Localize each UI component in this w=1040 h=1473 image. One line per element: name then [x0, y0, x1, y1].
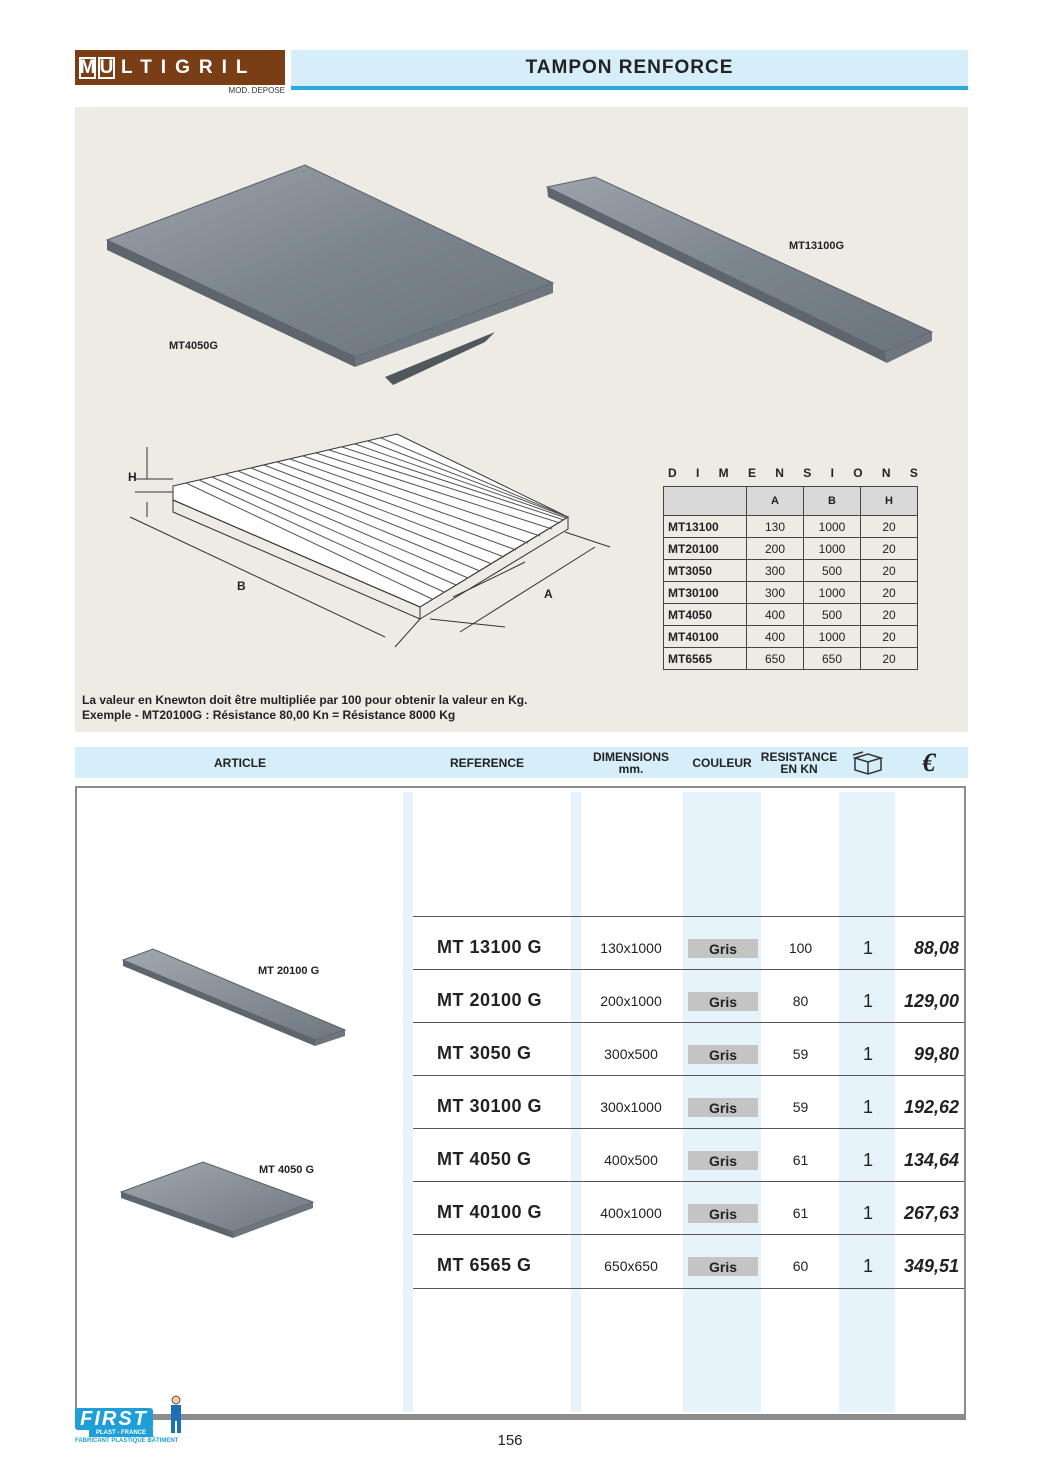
product-row	[413, 1234, 964, 1289]
dimensions-ref: MT13100	[664, 516, 747, 538]
dimensions-h: 20	[861, 626, 918, 648]
product-price: 192,62	[903, 1097, 959, 1117]
dimensions-title-letter: O	[853, 466, 863, 480]
article-images	[115, 940, 355, 1240]
product-price: 267,63	[903, 1203, 959, 1223]
product-quantity: 1	[862, 991, 873, 1011]
dimensions-h: 20	[861, 560, 918, 582]
product-reference: MT 13100 G	[437, 937, 543, 957]
product-resistance: 59	[792, 1046, 809, 1062]
product-resistance: 61	[792, 1152, 809, 1168]
fist-tagline: FABRICANT PLASTIQUE BÂTIMENT	[75, 1438, 179, 1444]
header-couleur: COULEUR	[692, 755, 752, 770]
dimension-drawing	[130, 434, 610, 647]
dimensions-row	[664, 626, 918, 648]
product-reference: MT 4050 G	[437, 1149, 532, 1169]
dimensions-ref: MT20100	[664, 538, 747, 560]
header-resistance-line2: EN KN	[780, 761, 818, 776]
logo-letter-box: M	[79, 56, 96, 78]
product-quantity: 1	[862, 1150, 873, 1170]
header-dimensions-line2: mm.	[618, 761, 644, 776]
dimensions-title-letter: D	[668, 466, 677, 480]
product-color: Gris	[688, 1098, 758, 1117]
dimensions-row	[664, 648, 918, 670]
note-line-2: Exemple - MT20100G : Résistance 80,00 Kn = Résistance 8000 Kg	[82, 708, 456, 722]
article-label-2: MT 4050 G	[259, 1164, 315, 1176]
dimensions-b: 500	[804, 604, 861, 626]
product-dimensions: 400x500	[604, 1152, 658, 1168]
product-dimensions: 400x1000	[600, 1205, 662, 1221]
dimensions-title-letter: M	[718, 466, 729, 480]
column-stripe	[403, 792, 413, 1412]
box-icon	[839, 747, 897, 778]
dimensions-row	[664, 560, 918, 582]
product-color: Gris	[688, 1257, 758, 1276]
brand-logo	[75, 50, 285, 85]
product-price: 88,08	[913, 938, 959, 958]
dimensions-h: 20	[861, 604, 918, 626]
header-article: ARTICLE	[214, 755, 266, 770]
logo-subtitle: MOD. DEPOSE	[228, 86, 285, 95]
product-price: 99,80	[913, 1044, 959, 1064]
long-article-image	[123, 949, 345, 1046]
dimensions-ref: MT30100	[664, 582, 747, 604]
dimensions-title-letter: S	[909, 466, 918, 480]
dimension-h-label: H	[128, 470, 137, 484]
product-price: 349,51	[903, 1256, 959, 1276]
page-title-bar	[291, 50, 968, 90]
dimensions-row	[664, 538, 918, 560]
product-color: Gris	[688, 1204, 758, 1223]
product-color: Gris	[688, 1045, 758, 1064]
header-reference: REFERENCE	[449, 755, 524, 770]
large-plate-image	[107, 165, 553, 385]
product-quantity: 1	[862, 938, 873, 958]
product-dimensions: 650x650	[604, 1258, 658, 1274]
dimensions-h: 20	[861, 582, 918, 604]
dimensions-title-letter: N	[775, 466, 784, 480]
dimensions-a: 200	[747, 538, 804, 560]
product-quantity: 1	[862, 1044, 873, 1064]
conversion-note	[82, 693, 527, 723]
product-table-header	[75, 747, 968, 778]
dimensions-b: 1000	[804, 626, 861, 648]
euro-icon: €	[922, 747, 936, 777]
note-line-1: La valeur en Knewton doit être multipliée par 100 pour obtenir la valeur en Kg.	[82, 693, 528, 707]
product-dimensions: 130x1000	[600, 940, 662, 956]
dimensions-ref: MT3050	[664, 560, 747, 582]
product-resistance: 100	[788, 940, 813, 956]
product-price: 129,00	[903, 991, 959, 1011]
page-number: 156	[497, 1432, 523, 1449]
product-resistance: 80	[792, 993, 809, 1009]
dimensions-a: 650	[747, 648, 804, 670]
dimensions-row	[664, 604, 918, 626]
dimensions-table	[663, 486, 918, 670]
dimensions-a: 400	[747, 626, 804, 648]
long-plate-label: MT13100G	[789, 240, 845, 252]
dimensions-b: 1000	[804, 538, 861, 560]
product-reference: MT 3050 G	[437, 1043, 532, 1063]
product-quantity: 1	[862, 1256, 873, 1276]
fist-logo	[75, 1400, 195, 1450]
logo-text: LTIGRIL	[121, 56, 257, 78]
article-label-1: MT 20100 G	[258, 965, 320, 977]
product-reference: MT 30100 G	[437, 1096, 543, 1116]
dimensions-b: 650	[804, 648, 861, 670]
dimensions-a: 130	[747, 516, 804, 538]
product-row	[413, 916, 964, 970]
dimensions-ref: MT4050	[664, 604, 747, 626]
product-reference: MT 20100 G	[437, 990, 543, 1010]
page-title: TAMPON RENFORCE	[525, 57, 734, 78]
product-row	[413, 1022, 964, 1076]
dimensions-ref: MT40100	[664, 626, 747, 648]
dimensions-h: 20	[861, 516, 918, 538]
dimensions-b: 1000	[804, 582, 861, 604]
product-dimensions: 200x1000	[600, 993, 662, 1009]
product-reference: MT 40100 G	[437, 1202, 543, 1222]
product-resistance: 59	[792, 1099, 809, 1115]
dimensions-b: 1000	[804, 516, 861, 538]
dimensions-title-letter: I	[695, 466, 700, 480]
product-resistance: 61	[792, 1205, 809, 1221]
dimensions-header-row	[664, 487, 918, 516]
dimensions-row	[664, 582, 918, 604]
fist-brand-sub: PLAST - FRANCE	[89, 1429, 153, 1437]
dimensions-title-letter: S	[803, 466, 812, 480]
header-dimensions	[581, 747, 681, 778]
logo-letter-box: U	[99, 56, 114, 78]
product-resistance: 60	[792, 1258, 809, 1274]
product-row	[413, 1075, 964, 1129]
product-dimensions: 300x1000	[600, 1099, 662, 1115]
product-quantity: 1	[862, 1097, 873, 1117]
product-price: 134,64	[903, 1150, 959, 1170]
dimensions-title	[668, 466, 918, 480]
dimensions-title-letter: E	[747, 466, 756, 480]
product-row	[413, 1181, 964, 1235]
dimensions-a: 400	[747, 604, 804, 626]
dimensions-h: 20	[861, 648, 918, 670]
product-color: Gris	[688, 1151, 758, 1170]
dimensions-a: 300	[747, 560, 804, 582]
dimensions-a: 300	[747, 582, 804, 604]
product-reference: MT 6565 G	[437, 1255, 532, 1275]
product-color: Gris	[688, 992, 758, 1011]
product-dimensions: 300x500	[604, 1046, 658, 1062]
product-quantity: 1	[862, 1203, 873, 1223]
mascot-icon	[165, 1394, 187, 1436]
dimensions-row	[664, 516, 918, 538]
dimensions-title-letter: I	[830, 466, 834, 480]
dimension-a-label: A	[544, 587, 553, 601]
product-row	[413, 969, 964, 1023]
dimensions-title-letter: N	[881, 466, 891, 480]
product-row	[413, 1128, 964, 1182]
dimensions-ref: MT6565	[664, 648, 747, 670]
dimension-b-label: B	[237, 579, 246, 593]
header-resistance-line1: RESISTANCE	[760, 749, 838, 764]
dimensions-header-cell: B	[804, 487, 861, 516]
long-plate-image	[547, 177, 932, 363]
large-plate-label: MT4050G	[169, 340, 218, 352]
dimensions-header-cell: A	[747, 487, 804, 516]
product-color: Gris	[688, 939, 758, 958]
fist-brand: FIRST	[75, 1408, 153, 1430]
header-resistance	[761, 747, 837, 778]
dimensions-h: 20	[861, 538, 918, 560]
dimensions-header-cell	[664, 487, 747, 516]
header-dimensions-line1: DIMENSIONS	[592, 749, 669, 764]
dimensions-b: 500	[804, 560, 861, 582]
dimensions-header-cell: H	[861, 487, 918, 516]
